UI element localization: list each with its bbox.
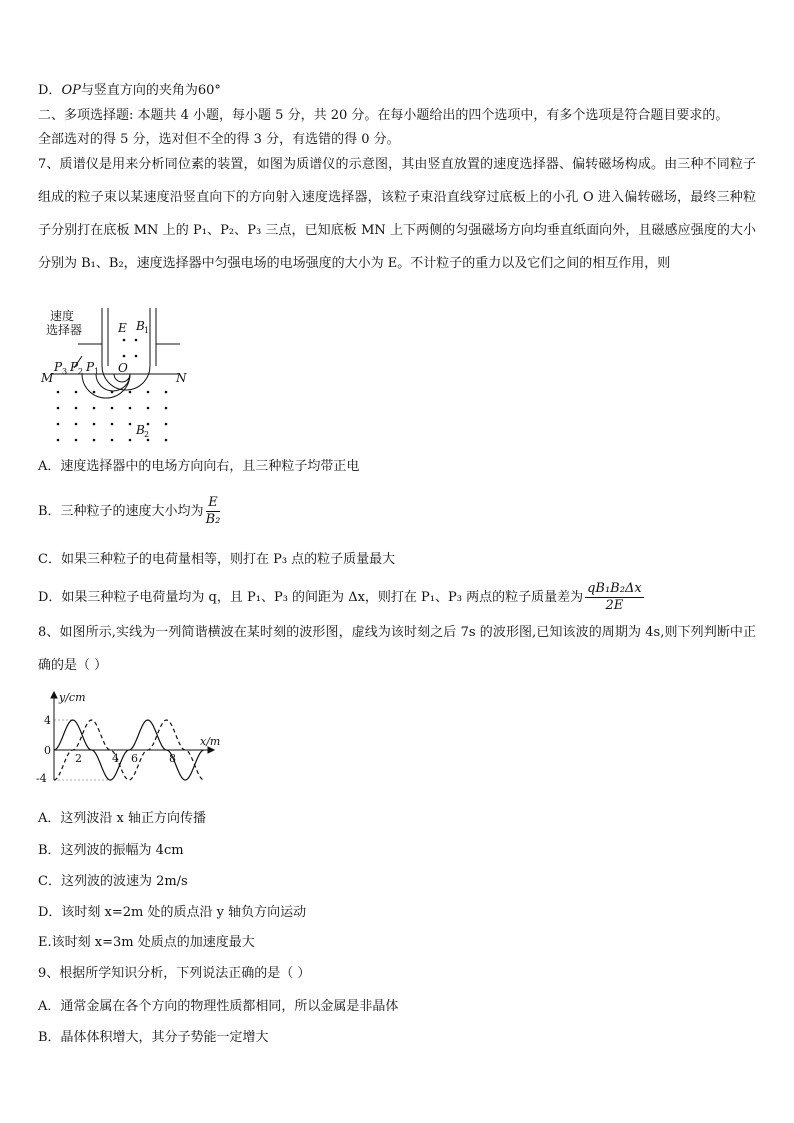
label-p2-sub: 2	[78, 367, 84, 376]
question-7-stem: 7、质谱仪是用来分析同位素的装置，如图为质谱仪的示意图，其由竖直放置的速度选择器、偏转磁场构成。由三种不同粒子组成的粒子束以某速度沿竖直向下的方向射入速度选择器，该粒子束沿直线穿过底板上的小孔 O 进入偏转磁场，最终三种粒子分别打在底板 MN 上的 P₁、P₂、P₃ 三点，已知底板 MN 上下两侧的匀强磁场方向均垂直纸面向外，且磁感应强度的大小分别为 B₁、B₂，速度选择器中匀强电场的电场强度的大小为 E。不计粒子的重力以及它们之间的相互作用，则	[38, 157, 756, 271]
x-tick-4: 4	[112, 752, 119, 765]
fraction-numerator: qB₁B₂Δx	[587, 581, 642, 596]
question-7-option-c: C．如果三种粒子的电荷量相等，则打在 P₃ 点的粒子质量最大	[38, 552, 396, 567]
question-8-option-e: E.该时刻 x=3m 处质点的加速度最大	[38, 935, 255, 950]
fraction-numerator: E	[206, 495, 221, 512]
section2-line2: 全部选对的得 5 分，选对但不全的得 3 分，有选错的得 0 分。	[38, 132, 400, 147]
question-8-option-d: D．该时刻 x=2m 处的质点沿 y 轴负方向运动	[38, 905, 307, 920]
label-p3: P	[54, 360, 63, 374]
option-text: 与竖直方向的夹角为60°	[80, 83, 221, 98]
fraction-denominator: 2E	[605, 598, 624, 613]
question-8-option-b: B．这列波的振幅为 4cm	[38, 843, 184, 858]
math-op: OP	[61, 83, 81, 98]
label-b2: B	[136, 423, 145, 437]
velocity-selector-label-1: 速度	[50, 309, 75, 323]
option-label: D．	[38, 83, 62, 98]
section2-line1: 二、多项选择题: 本题共 4 小题，每小题 5 分，共 20 分。在每小题给出的四个选项中，有多个选项是符合题目要求的。	[38, 108, 729, 123]
label-p2: P	[70, 360, 79, 374]
label-o: O	[118, 361, 128, 375]
mass-spectrometer-figure	[38, 306, 188, 446]
question-9-stem: 9、根据所学知识分析，下列说法正确的是（ ）	[38, 966, 311, 981]
label-b1: B	[136, 319, 145, 333]
label-p1-sub: 1	[94, 367, 100, 376]
question-7-option-b	[38, 492, 220, 532]
prev-question-option-d	[38, 82, 221, 100]
wave-graph	[34, 688, 224, 788]
y-tick-neg4: -4	[36, 772, 47, 785]
y-tick-4: 4	[44, 714, 51, 727]
y-axis-arrow	[51, 692, 57, 698]
question-7-option-d	[38, 578, 644, 618]
velocity-selector-label-2: 选择器	[46, 323, 83, 337]
option-text: D．如果三种粒子电荷量均为 q，且 P₁、P₃ 的间距为 Δx，则打在 P₁、P₃ 两点的粒子质量差为	[38, 590, 584, 605]
y-axis-label: y/cm	[59, 691, 86, 704]
x-tick-8: 8	[169, 752, 176, 765]
question-7-option-a: A．速度选择器中的电场方向向右，且三种粒子均带正电	[38, 459, 360, 474]
label-p1: P	[86, 360, 95, 374]
magnetic-field-dots	[57, 339, 168, 442]
y-tick-0: 0	[44, 744, 51, 757]
fraction-mass-difference	[585, 581, 644, 614]
label-b1-sub: 1	[144, 326, 150, 335]
label-b2-sub: 2	[144, 430, 150, 439]
label-e: E	[118, 321, 127, 335]
label-p3-sub: 3	[62, 367, 68, 376]
fraction-denominator: B₂	[205, 512, 221, 527]
option-text: B．三种粒子的速度大小均为	[38, 504, 204, 519]
question-9-option-a: A．通常金属在各个方向的物理性质都相同，所以金属是非晶体	[38, 999, 399, 1014]
x-axis-label: x/m	[200, 735, 221, 748]
question-9-option-b: B．晶体体积增大，其分子势能一定增大	[38, 1030, 269, 1045]
question-8-option-a: A．这列波沿 x 轴正方向传播	[38, 811, 206, 826]
x-tick-2: 2	[75, 752, 82, 765]
question-8-option-c: C．这列波的波速为 2m/s	[38, 874, 188, 889]
fraction-e-over-b2	[206, 495, 221, 528]
question-8-stem: 8、如图所示,实线为一列简谐横波在某时刻的波形图，虚线为该时刻之后 7s 的波形图,已知该波的周期为 4s,则下列判断中正确的是（ ）	[38, 625, 756, 673]
x-tick-6: 6	[131, 752, 138, 765]
label-m: M	[41, 371, 54, 385]
label-n: N	[176, 371, 187, 385]
